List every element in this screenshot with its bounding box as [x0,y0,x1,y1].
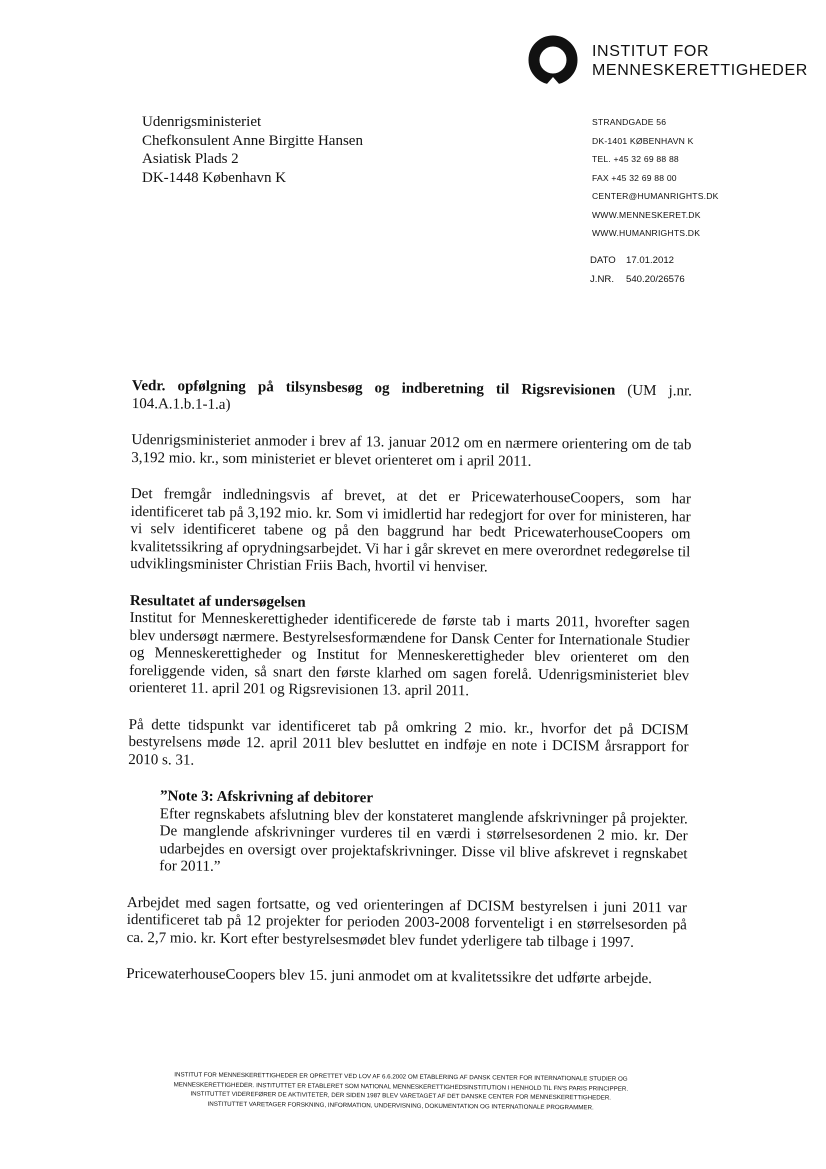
note-quote-title: ”Note 3: Afskrivning af debitorer [159,788,374,807]
note-quote [159,788,688,881]
sender-website-da: WWW.MENNESKERET.DK [592,209,701,220]
subject-reference: (UM j.nr. 104.A.1.b.1-1.a) [131,382,692,413]
footer-line: MENNESKERETTIGHEDER. INSTITUTTET ER ETABLERET SOM NATIONAL MENNESKERETTIGHEDSINSTITUTION I HENHOLD TIL FN'S PARIS PRINCIPPER. [173,1080,629,1093]
sender-website-en: WWW.HUMANRIGHTS.DK [592,228,701,238]
institute-name-line-2: MENNESKERETTIGHEDER [592,62,808,79]
sender-street: STRANDGADE 56 [592,117,667,127]
institute-logo-icon [527,34,579,86]
paragraph-5: Arbejdet med sagen fortsatte, og ved orienteringen af DCISM bestyrelsen i juni 2011 var identificeret tab på 12 projekter for perioden 2003-2008 forventeligt i en størrelsesorden på ca. 2,7 mio. kr. Kort efter bestyrelsesmødet blev fundet yderligere tab tilbage i 1997. [126,894,688,951]
institute-name-line-1: INSTITUT FOR [592,43,710,60]
recipient-line: Udenrigsministeriet [142,114,262,130]
paragraph-4: På dette tidspunkt var identificeret tab på omkring 2 mio. kr., hvorfor det på DCISM bestyrelsens møde 12. april 2011 blev besluttet en indføje en note i DCISM årsrapport for 2010 s. 31. [128,716,689,769]
sender-contact-block [592,113,719,243]
date-row [590,251,685,270]
letter-meta [590,251,685,289]
sender-postcode: DK-1401 KØBENHAVN K [592,135,694,146]
letter-body [126,378,692,1008]
sender-phone: TEL. +45 32 69 88 88 [592,154,679,164]
date-value: 17.01.2012 [626,255,675,266]
note-quote-body: Efter regnskabets afslutning blev der konstateret manglende afskrivninger på projekter. De manglende afskrivninger vurderes til en værdi i størrelsesordenen 2 mio. kr. Der udarbejdes en oversigt over projektafskrivninger. Disse vil blive afskrevet i regnskabet for 2011.” [159,805,688,875]
paragraph-3: Institut for Menneskerettigheder identificerede de første tab i marts 2011, hvorefter sagen blev undersøgt nærmere. Bestyrelsesformændene for Dansk Center for Internationale Studier og Menneskerettigheder og Institut for Menneskerettigheder blev orienteret om den foreliggende viden, så snart den første klarhed om sagen forelå. Udenrigsministeriet blev orienteret 11. april 201 og Rigsrevisionen 13. april 2011. [128,609,690,700]
sender-fax: FAX +45 32 69 88 00 [592,172,677,183]
paragraph-6: PricewaterhouseCoopers blev 15. juni anmodet om at kvalitetssikre det udførte arbejde. [126,965,653,988]
recipient-line: Chefkonsulent Anne Birgitte Hansen [142,132,363,149]
subject-line [132,378,692,418]
footer-line: INSTITUTTET VIDEREFØRER DE AKTIVITETER, DER SIDEN 1987 BLEV VARETAGET AF DET DANSKE CENTER FOR MENNESKERETTIGHEDER. [190,1090,612,1102]
reference-value: 540.20/26576 [626,274,685,285]
footer-line: INSTITUT FOR MENNESKERETTIGHEDER ER OPRETTET VED LOV AF 6.6.2002 OM ETABLERING AF DANSK CENTER FOR INTERNATIONALE STUDIER OG [174,1071,628,1083]
section-heading: Resultatet af undersøgelsen [129,592,306,611]
subject-bold: Vedr. opfølgning på tilsynsbesøg og indberetning til Rigsrevisionen [131,378,616,399]
recipient-address [142,113,363,187]
paragraph-1: Udenrigsministeriet anmoder i brev af 13. januar 2012 om en nærmere orientering om de tab 3,192 mio. kr., som ministeriet er blevet orienteret om i april 2011. [131,431,692,470]
recipient-line: Asiatisk Plads 2 [142,151,239,167]
reference-label: J.NR. [590,274,614,285]
institute-name [592,42,808,80]
sender-email: CENTER@HUMANRIGHTS.DK [592,191,719,201]
legal-footer [136,1070,666,1113]
footer-line: INSTITUTTET VARETAGER FORSKNING, INFORMATION, UNDERVISNING, DOKUMENTATION OG INTERNATIONALE PROGRAMMER. [207,1100,594,1112]
reference-row [590,270,685,289]
paragraph-2: Det fremgår indledningsvis af brevet, at det er PricewaterhouseCoopers, som har identificeret tab på 3,192 mio. kr. Som vi imidlertid har redegjort for over for ministeren, har vi selv identificeret tabene og på den baggrund har bedt PricewaterhouseCoopers om kvalitetssikring af oprydningsarbejdet. Vi har i går skrevet en mere overordnet redegørelse til udviklingsminister Christian Friis Bach, hvortil vi henviser. [130,485,691,576]
date-label: DATO [590,255,616,266]
recipient-line: DK-1448 København K [142,169,287,186]
